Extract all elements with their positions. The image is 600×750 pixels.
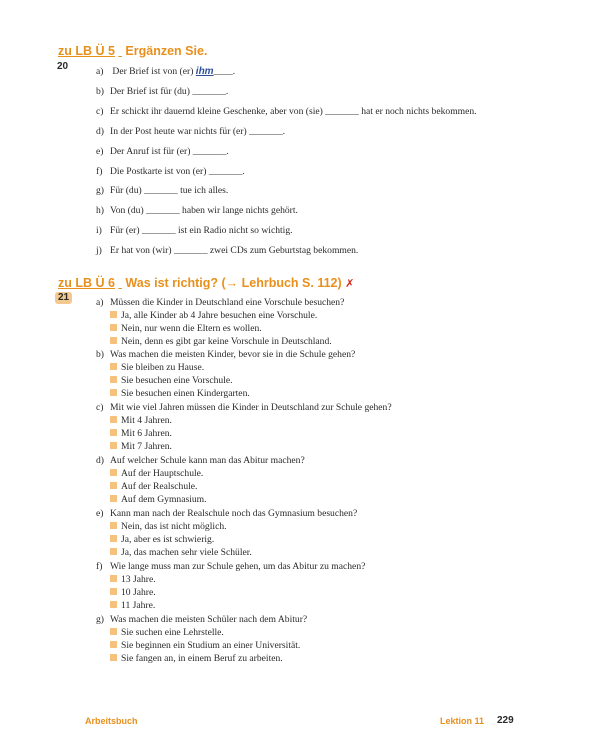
checkbox-icon[interactable] <box>110 376 117 383</box>
option-a1[interactable] <box>110 310 317 321</box>
item-text: Für (er) _______ ist ein Radio nicht so wichtig. <box>110 225 293 236</box>
fill-line-c[interactable] <box>96 106 477 117</box>
option-text: Auf der Realschule. <box>121 481 198 492</box>
fill-line-e[interactable] <box>96 146 229 157</box>
item-letter: c) <box>96 106 104 117</box>
option-a2[interactable] <box>110 323 262 334</box>
question-text: Wie lange muss man zur Schule gehen, um das Abitur zu machen? <box>110 561 366 572</box>
question-letter: d) <box>96 455 104 466</box>
section2-header <box>58 276 354 290</box>
fill-line-b[interactable] <box>96 86 228 97</box>
option-g2[interactable] <box>110 640 300 651</box>
item-text: In der Post heute war nichts für (er) _______. <box>110 126 286 137</box>
option-g1[interactable] <box>110 627 224 638</box>
item-text: Der Brief ist für (du) _______. <box>110 86 229 97</box>
item-letter: d) <box>96 126 104 137</box>
question-letter: a) <box>96 297 104 308</box>
section1-header <box>58 44 207 58</box>
checkbox-icon[interactable] <box>110 442 117 449</box>
option-c1[interactable] <box>110 415 172 426</box>
option-text: Sie suchen eine Lehrstelle. <box>121 627 224 638</box>
item-letter: i) <box>96 225 102 236</box>
fill-line-i[interactable] <box>96 225 293 236</box>
checkbox-icon[interactable] <box>110 601 117 608</box>
checkbox-icon[interactable] <box>110 482 117 489</box>
fill-line-g[interactable] <box>96 185 228 196</box>
option-g3[interactable] <box>110 653 283 664</box>
option-text: Ja, aber es ist schwierig. <box>121 534 215 545</box>
question-text: Was machen die meisten Kinder, bevor sie in die Schule gehen? <box>110 349 356 360</box>
checkbox-icon[interactable] <box>110 535 117 542</box>
checkbox-icon[interactable] <box>110 311 117 318</box>
footer-lesson-label: Lektion 11 <box>440 716 485 726</box>
option-c2[interactable] <box>110 428 172 439</box>
option-text: Sie bleiben zu Hause. <box>121 362 205 373</box>
item-letter: j) <box>96 245 102 256</box>
page-number: 229 <box>497 715 514 726</box>
option-e3[interactable] <box>110 547 252 558</box>
checkbox-icon[interactable] <box>110 389 117 396</box>
section2-ref: zu LB Ü 6 <box>58 276 115 290</box>
item-letter: h) <box>96 205 104 216</box>
section1-ref: zu LB Ü 5 <box>58 44 115 58</box>
question-f <box>96 561 365 572</box>
question-d <box>96 455 305 466</box>
question-letter: f) <box>96 561 103 572</box>
question-e <box>96 508 357 519</box>
option-text: Sie fangen an, in einem Beruf zu arbeiten. <box>121 653 283 664</box>
fill-line-h[interactable] <box>96 205 298 216</box>
option-f1[interactable] <box>110 574 156 585</box>
checkbox-icon[interactable] <box>110 575 117 582</box>
option-text: Sie besuchen eine Vorschule. <box>121 375 233 386</box>
item-letter: g) <box>96 185 104 196</box>
checkbox-icon[interactable] <box>110 363 117 370</box>
item-text: Er hat von (wir) _______ zwei CDs zum Geburtstag bekommen. <box>110 245 359 256</box>
fill-line-f[interactable] <box>96 166 245 177</box>
item-text: Der Anruf ist für (er) _______. <box>110 146 229 157</box>
option-text: Nein, denn es gibt gar keine Vorschule in Deutschland. <box>121 336 332 347</box>
item-letter: a) <box>96 66 104 77</box>
section2-title: Was ist richtig? (→ Lehrbuch S. 112) <box>125 276 342 290</box>
question-text: Müssen die Kinder in Deutschland eine Vorschule besuchen? <box>110 297 345 308</box>
checkbox-icon[interactable] <box>110 416 117 423</box>
checkbox-icon[interactable] <box>110 628 117 635</box>
option-e2[interactable] <box>110 534 214 545</box>
option-text: Auf dem Gymnasium. <box>121 494 207 505</box>
checkbox-icon[interactable] <box>110 495 117 502</box>
item-text: Von (du) _______ haben wir lange nichts gehört. <box>110 205 298 216</box>
checkbox-icon[interactable] <box>110 522 117 529</box>
option-text: 13 Jahre. <box>121 574 156 585</box>
option-b2[interactable] <box>110 375 233 386</box>
option-text: Nein, das ist nicht möglich. <box>121 521 227 532</box>
question-text: Auf welcher Schule kann man das Abitur machen? <box>110 455 305 466</box>
checkbox-icon[interactable] <box>110 429 117 436</box>
item-text: Er schickt ihr dauernd kleine Geschenke, aber von (sie) _______ hat er noch nichts bekommen. <box>110 106 477 117</box>
handwritten-answer: ihm <box>195 66 214 77</box>
item-letter: b) <box>96 86 104 97</box>
fill-line-a[interactable] <box>96 66 235 77</box>
exercise-number-20: 20 <box>57 61 69 72</box>
option-text: 10 Jahre. <box>121 587 156 598</box>
option-text: Sie beginnen ein Studium an einer Universität. <box>121 640 301 651</box>
checkbox-icon[interactable] <box>110 337 117 344</box>
option-d2[interactable] <box>110 481 197 492</box>
option-f3[interactable] <box>110 600 155 611</box>
option-b3[interactable] <box>110 388 250 399</box>
option-b1[interactable] <box>110 362 204 373</box>
option-d3[interactable] <box>110 494 207 505</box>
checkbox-icon[interactable] <box>110 324 117 331</box>
option-a3[interactable] <box>110 336 332 347</box>
question-letter: c) <box>96 402 104 413</box>
option-text: Nein, nur wenn die Eltern es wollen. <box>121 323 262 334</box>
question-text: Kann man nach der Realschule noch das Gymnasium besuchen? <box>110 508 358 519</box>
question-letter: b) <box>96 349 104 360</box>
option-text: Mit 6 Jahren. <box>121 428 172 439</box>
checkbox-icon[interactable] <box>110 654 117 661</box>
option-text: Mit 4 Jahren. <box>121 415 172 426</box>
question-b <box>96 349 355 360</box>
option-text: Sie besuchen einen Kindergarten. <box>121 388 250 399</box>
checkbox-icon[interactable] <box>110 469 117 476</box>
question-a <box>96 297 344 308</box>
option-d1[interactable] <box>110 468 203 479</box>
footer-workbook-label: Arbeitsbuch <box>85 716 138 726</box>
x-mark-icon: ✗ <box>345 277 355 290</box>
item-text-before: Der Brief ist von (er) <box>112 66 196 77</box>
fill-line-d[interactable] <box>96 126 285 137</box>
option-text: Auf der Hauptschule. <box>121 468 204 479</box>
item-letter: e) <box>96 146 104 157</box>
option-text: Ja, das machen sehr viele Schüler. <box>121 547 252 558</box>
question-text: Mit wie viel Jahren müssen die Kinder in Deutschland zur Schule gehen? <box>110 402 392 413</box>
option-text: Ja, alle Kinder ab 4 Jahre besuchen eine Vorschule. <box>121 310 318 321</box>
option-c3[interactable] <box>110 441 172 452</box>
question-letter: g) <box>96 614 104 625</box>
item-letter: f) <box>96 166 103 177</box>
item-text-after: ____. <box>213 66 236 77</box>
fill-line-j[interactable] <box>96 245 358 256</box>
question-letter: e) <box>96 508 104 519</box>
checkbox-icon[interactable] <box>110 548 117 555</box>
question-g <box>96 614 307 625</box>
question-text: Was machen die meisten Schüler nach dem Abitur? <box>110 614 308 625</box>
item-text: Die Postkarte ist von (er) _______. <box>110 166 245 177</box>
option-f2[interactable] <box>110 587 156 598</box>
item-text: Für (du) _______ tue ich alles. <box>110 185 229 196</box>
checkbox-icon[interactable] <box>110 641 117 648</box>
question-c <box>96 402 392 413</box>
checkbox-icon[interactable] <box>110 588 117 595</box>
exercise-number-21: 21 <box>55 292 72 304</box>
option-text: Mit 7 Jahren. <box>121 441 172 452</box>
option-e1[interactable] <box>110 521 227 532</box>
option-text: 11 Jahre. <box>121 600 156 611</box>
section1-title: Ergänzen Sie. <box>125 44 208 58</box>
